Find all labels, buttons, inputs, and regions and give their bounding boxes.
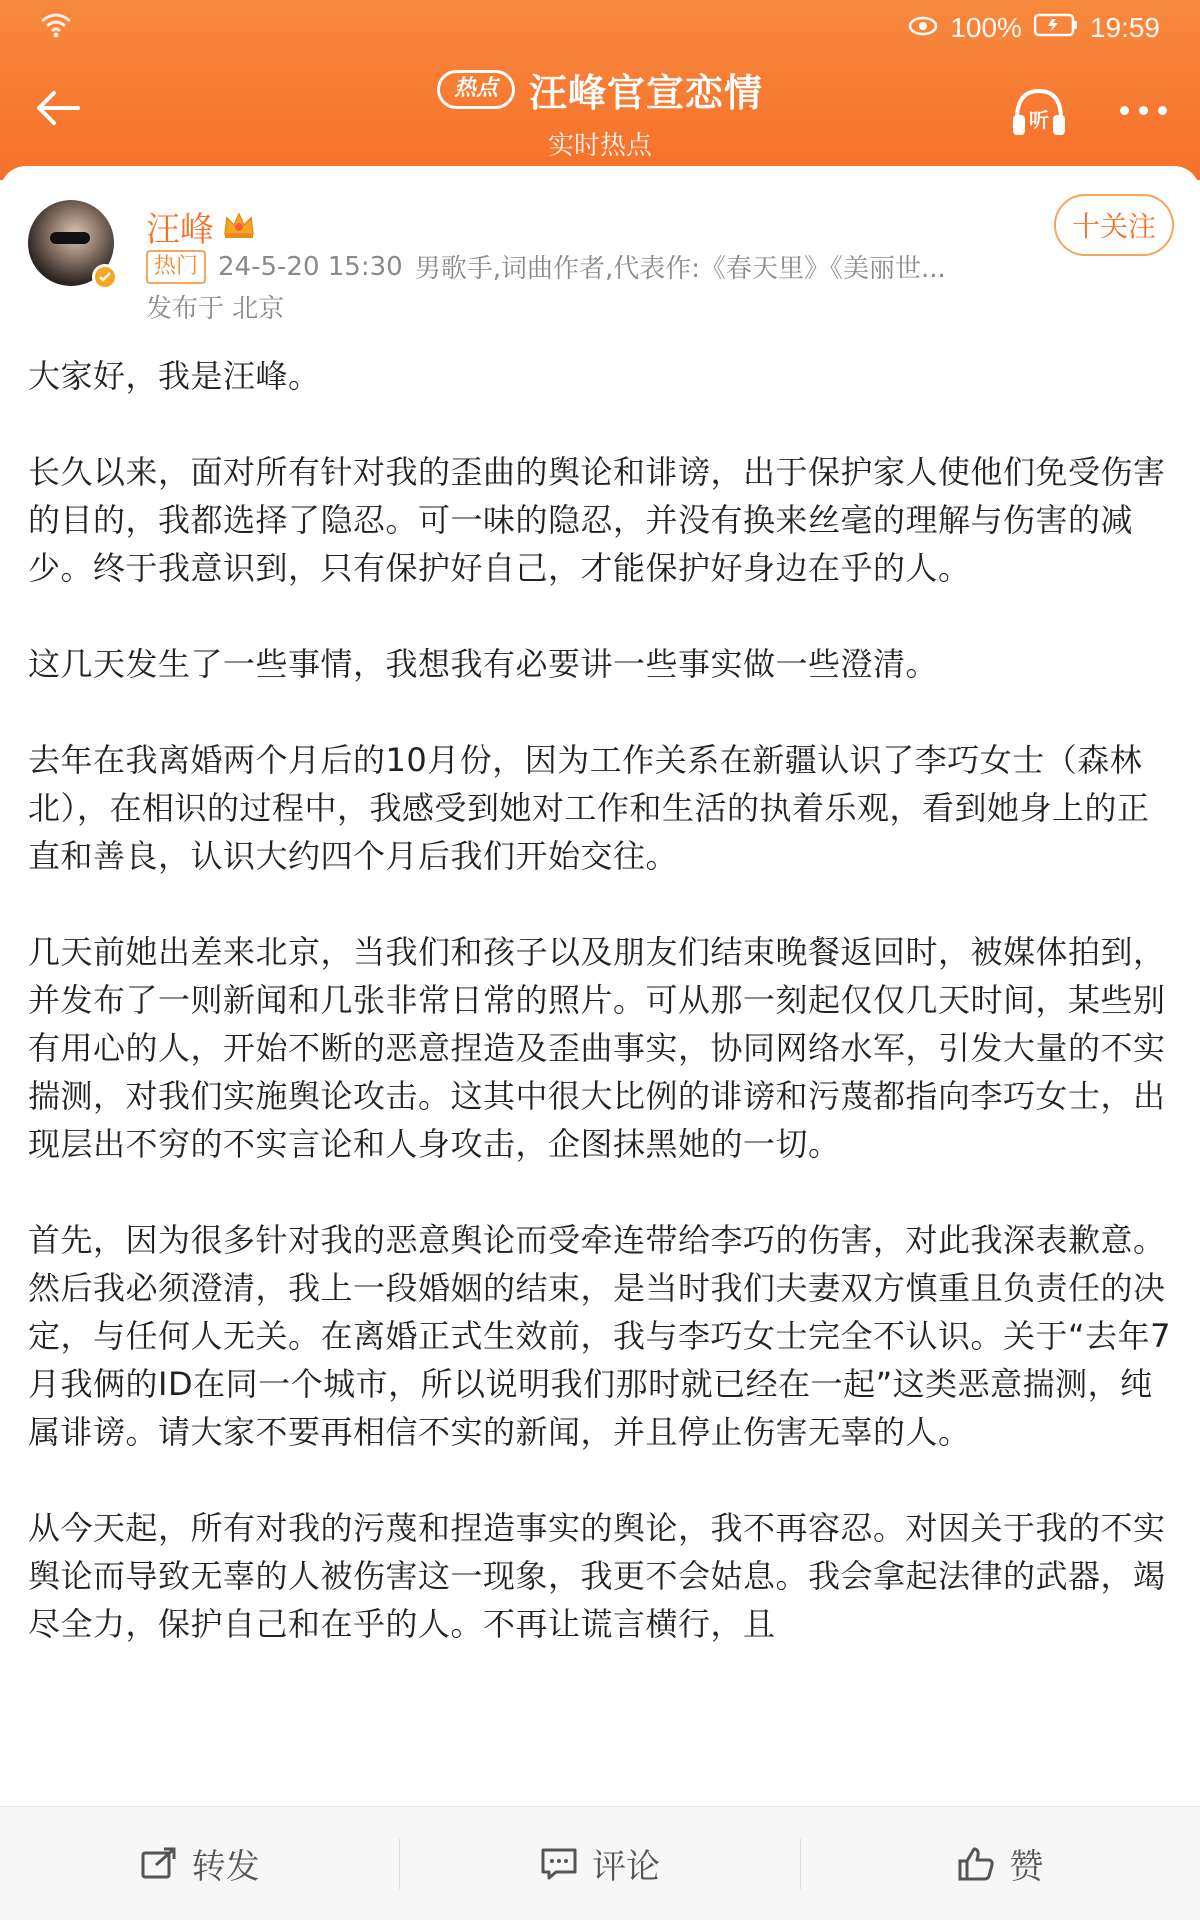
more-dot-icon	[1139, 106, 1148, 115]
post-location: 发布于 北京	[146, 294, 285, 324]
post-paragraph: 去年在我离婚两个月后的10月份，因为工作关系在新疆认识了李巧女士（森林北），在相识的过程中，我感受到她对工作和生活的执着乐观，看到她身上的正直和善良，认识大约四个月后我们开始交往。	[28, 741, 1150, 875]
author-name[interactable]: 汪峰	[146, 210, 214, 250]
hot-tag: 热门	[146, 250, 206, 284]
nav-bar	[0, 56, 1200, 166]
repost-icon	[140, 1847, 178, 1881]
post-card	[0, 166, 1200, 1806]
battery-percent: 100%	[950, 12, 1022, 43]
more-dot-icon	[1120, 106, 1129, 115]
repost-button[interactable]	[0, 1839, 399, 1888]
post-paragraph: 几天前她出差来北京，当我们和孩子以及朋友们结束晚餐返回时，被媒体拍到，并发布了一则新闻和几张非常日常的照片。可从那一刻起仅仅几天时间，某些别有用心的人，开始不断的恶意捏造及歪曲事实，协同网络水军，引发大量的不实揣测，对我们实施舆论攻击。这其中很大比例的诽谤和污蔑都指向李巧女士，出现层出不穷的不实言论和人身攻击，企图抹黑她的一切。	[28, 933, 1166, 1163]
follow-button[interactable]: 十关注	[1054, 194, 1174, 256]
crown-icon	[222, 210, 256, 244]
like-button[interactable]	[801, 1839, 1200, 1888]
author-row	[28, 200, 1172, 330]
page-subtitle: 实时热点	[547, 131, 652, 161]
eye-icon	[908, 12, 938, 44]
top-header	[0, 0, 1200, 180]
status-bar	[0, 0, 1200, 56]
listen-button[interactable]	[1008, 84, 1070, 140]
more-dot-icon	[1158, 106, 1167, 115]
author-bio: 男歌手,词曲作者,代表作:《春天里》《美丽世...	[414, 254, 946, 284]
hot-badge: 热点	[437, 70, 515, 108]
post-paragraph: 从今天起，所有对我的污蔑和捏造事实的舆论，我不再容忍。对因关于我的不实舆论而导致无辜的人被伤害这一现象，我更不会姑息。我会拿起法律的武器，竭尽全力，保护自己和在乎的人。不再让谎言横行，且	[28, 1509, 1166, 1643]
listen-label: 听	[1029, 108, 1049, 132]
more-options-button[interactable]	[1108, 90, 1178, 130]
comment-icon	[540, 1847, 578, 1881]
post-body	[28, 352, 1178, 1696]
post-meta	[146, 248, 1046, 285]
wifi-icon	[40, 12, 72, 45]
comment-button[interactable]	[400, 1839, 799, 1888]
avatar-photo	[50, 232, 90, 244]
repost-label: 转发	[191, 1847, 260, 1887]
verified-icon	[92, 264, 118, 290]
headphones-icon	[1009, 85, 1069, 139]
post-paragraph: 这几天发生了一些事情，我想我有必要讲一些事实做一些澄清。	[28, 645, 939, 683]
post-paragraph: 首先，因为很多针对我的恶意舆论而受牵连带给李巧的伤害，对此我深表歉意。然后我必须澄清，我上一段婚姻的结束，是当时我们夫妻双方慎重且负责任的决定，与任何人无关。在离婚正式生效前，我与李巧女士完全不认识。关于“去年7月我俩的ID在同一个城市，所以说明我们那时就已经在一起”这类恶意揣测，纯属诽谤。请大家不要再相信不实的新闻，并且停止伤害无辜的人。	[28, 1221, 1171, 1451]
post-timestamp: 24-5-20 15:30	[218, 251, 403, 282]
page-title: 汪峰官宣恋情	[529, 71, 764, 115]
battery-icon	[1034, 12, 1078, 44]
comment-label: 评论	[591, 1847, 660, 1887]
bottom-action-bar	[0, 1806, 1200, 1920]
like-label: 赞	[1009, 1847, 1044, 1887]
clock: 19:59	[1089, 12, 1160, 43]
thumbs-up-icon	[957, 1846, 995, 1882]
post-paragraph: 大家好，我是汪峰。	[28, 357, 321, 395]
post-paragraph: 长久以来，面对所有针对我的歪曲的舆论和诽谤，出于保护家人使他们免受伤害的目的，我都选择了隐忍。可一味的隐忍，并没有换来丝毫的理解与伤害的减少。终于我意识到，只有保护好自己，才能保护好身边在乎的人。	[28, 453, 1166, 587]
